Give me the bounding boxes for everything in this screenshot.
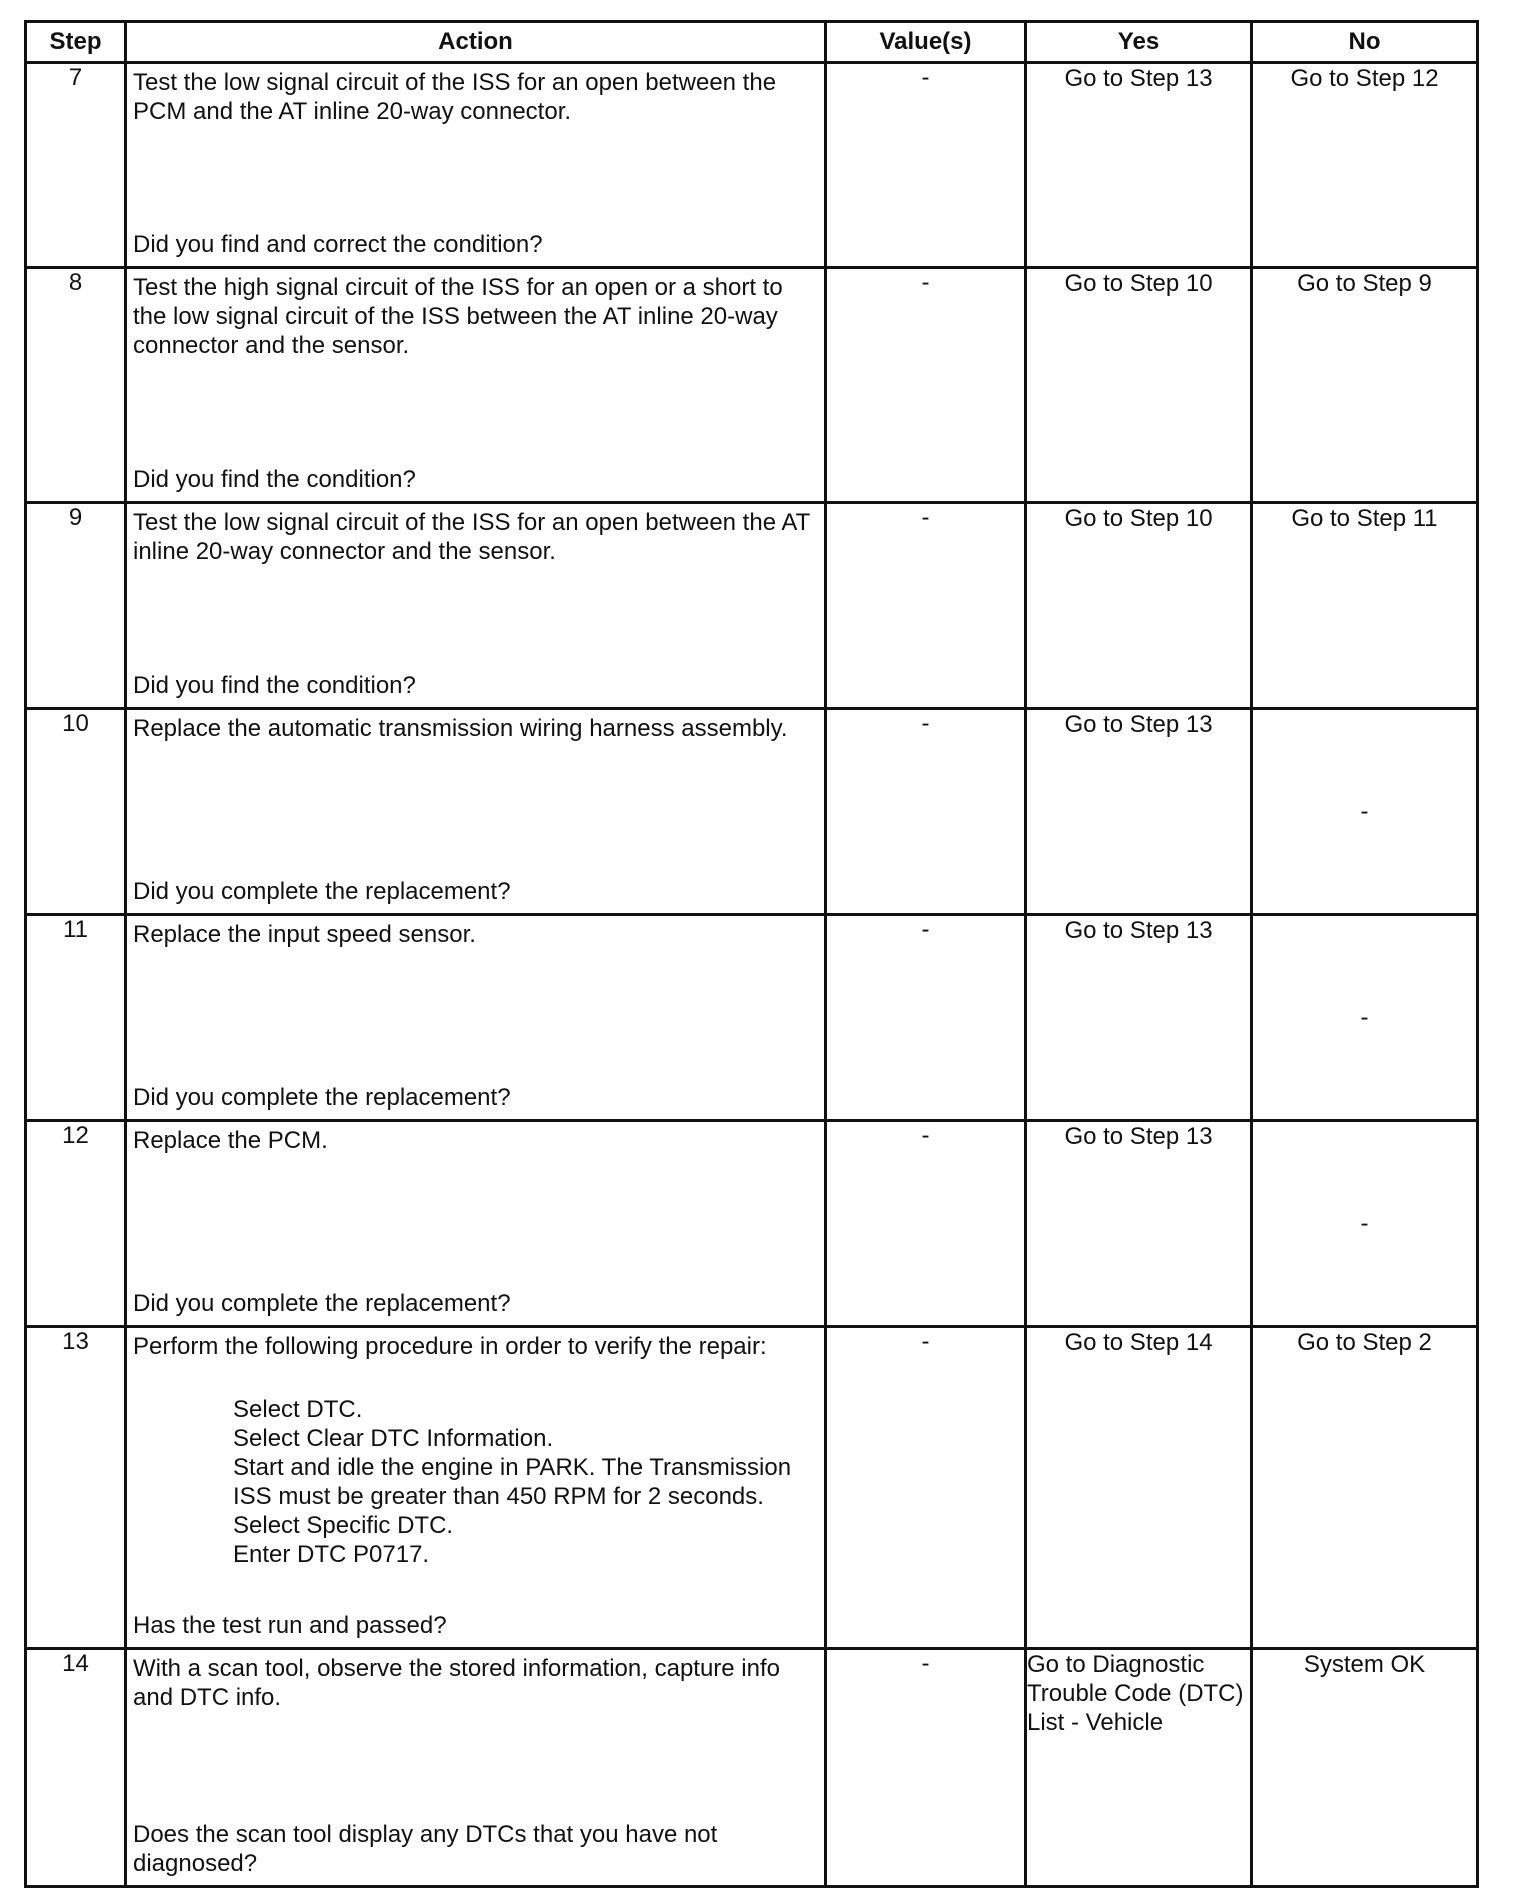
diagnostic-table	[24, 20, 1479, 1888]
header-no: No	[1252, 22, 1478, 63]
header-action: Action	[126, 22, 826, 63]
table-row-step-10	[26, 709, 1478, 915]
table-row-step-9	[26, 503, 1478, 709]
step-number: 7	[26, 63, 126, 268]
no-cell: Go to Step 12	[1252, 63, 1478, 268]
action-cell	[126, 1649, 826, 1887]
action-question: Did you complete the replacement?	[133, 878, 511, 905]
step-number: 9	[26, 503, 126, 709]
action-cell	[126, 1327, 826, 1649]
value-cell: -	[826, 63, 1026, 268]
no-cell: Go to Step 2	[1252, 1327, 1478, 1649]
procedure-item: Select Clear DTC Information.	[233, 1425, 554, 1452]
value-cell: -	[826, 268, 1026, 503]
no-cell: -	[1252, 915, 1478, 1121]
procedure-item: Start and idle the engine in PARK. The Transmission ISS must be greater than 450 RPM for 2 seconds.	[233, 1454, 792, 1510]
table-row-step-8	[26, 268, 1478, 503]
action-cell	[126, 1121, 826, 1327]
yes-cell: Go to Step 13	[1026, 915, 1252, 1121]
yes-cell: Go to Diagnostic Trouble Code (DTC) List - Vehicle	[1026, 1649, 1252, 1887]
value-cell: -	[826, 1327, 1026, 1649]
procedure-list	[233, 1395, 818, 1569]
value-cell: -	[826, 915, 1026, 1121]
header-yes: Yes	[1026, 22, 1252, 63]
procedure-item: Enter DTC P0717.	[233, 1541, 430, 1568]
table-row-step-14	[26, 1649, 1478, 1887]
action-question: Did you complete the replacement?	[133, 1290, 511, 1317]
table-row-step-12	[26, 1121, 1478, 1327]
yes-cell: Go to Step 10	[1026, 503, 1252, 709]
step-number: 8	[26, 268, 126, 503]
action-text: Perform the following procedure in order to verify the repair:	[133, 1333, 767, 1360]
yes-cell: Go to Step 13	[1026, 709, 1252, 915]
yes-cell: Go to Step 14	[1026, 1327, 1252, 1649]
value-cell: -	[826, 1649, 1026, 1887]
action-cell	[126, 503, 826, 709]
no-cell: Go to Step 9	[1252, 268, 1478, 503]
action-text: Replace the input speed sensor.	[133, 921, 476, 948]
step-number: 14	[26, 1649, 126, 1887]
action-cell	[126, 915, 826, 1121]
yes-cell: Go to Step 13	[1026, 63, 1252, 268]
yes-cell: Go to Step 10	[1026, 268, 1252, 503]
yes-cell: Go to Step 13	[1026, 1121, 1252, 1327]
table-row-step-13	[26, 1327, 1478, 1649]
value-cell: -	[826, 503, 1026, 709]
action-text: Replace the PCM.	[133, 1127, 328, 1154]
header-step: Step	[26, 22, 126, 63]
header-values: Value(s)	[826, 22, 1026, 63]
value-cell: -	[826, 1121, 1026, 1327]
action-question: Does the scan tool display any DTCs that you have not diagnosed?	[133, 1821, 718, 1877]
action-text: Replace the automatic transmission wiring harness assembly.	[133, 715, 788, 742]
action-question: Did you find the condition?	[133, 672, 416, 699]
action-text: Test the high signal circuit of the ISS for an open or a short to the low signal circuit of the ISS between the AT inline 20-way connector and the sensor.	[133, 274, 783, 359]
value-cell: -	[826, 709, 1026, 915]
table-row-step-7	[26, 63, 1478, 268]
action-question: Did you find the condition?	[133, 466, 416, 493]
step-number: 10	[26, 709, 126, 915]
action-text: With a scan tool, observe the stored information, capture info and DTC info.	[133, 1655, 781, 1711]
procedure-item: Select Specific DTC.	[233, 1512, 454, 1539]
action-text: Test the low signal circuit of the ISS for an open between the AT inline 20-way connector and the sensor.	[133, 509, 810, 565]
action-question: Did you complete the replacement?	[133, 1084, 511, 1111]
action-cell	[126, 63, 826, 268]
action-cell	[126, 268, 826, 503]
no-cell: System OK	[1252, 1649, 1478, 1887]
header-row	[26, 22, 1478, 63]
action-text: Test the low signal circuit of the ISS for an open between the PCM and the AT inline 20-way connector.	[133, 69, 777, 125]
step-number: 11	[26, 915, 126, 1121]
action-cell	[126, 709, 826, 915]
step-number: 12	[26, 1121, 126, 1327]
no-cell: Go to Step 11	[1252, 503, 1478, 709]
procedure-item: Select DTC.	[233, 1396, 363, 1423]
action-question: Did you find and correct the condition?	[133, 231, 543, 258]
no-cell: -	[1252, 1121, 1478, 1327]
table-row-step-11	[26, 915, 1478, 1121]
step-number: 13	[26, 1327, 126, 1649]
action-question: Has the test run and passed?	[133, 1612, 447, 1639]
no-cell: -	[1252, 709, 1478, 915]
